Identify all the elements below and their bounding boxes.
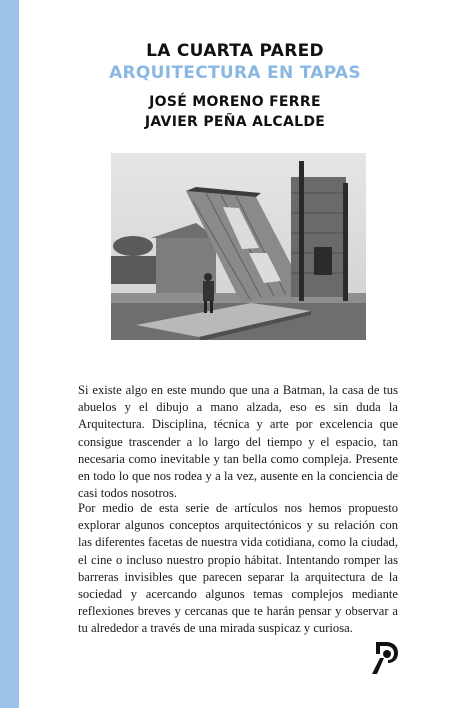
cover-header — [19, 40, 451, 132]
author-2: JAVIER PEÑA ALCALDE — [144, 114, 326, 130]
publisher-logo-icon — [370, 640, 400, 676]
book-title: LA CUARTA PARED — [146, 41, 324, 61]
cover-photo — [111, 153, 366, 340]
author-1: JOSÉ MORENO FERRE — [149, 94, 321, 110]
cover-spine-stripe — [0, 0, 19, 708]
blurb-paragraph-1: Si existe algo en este mundo que una a Batman, la casa de tus abuelos y el dibujo a mano alzada, eso es sin duda la Arquitectura. Disciplina, técnica y arte por excelencia que consigue trascender a lo largo del tiempo y el espacio, tan necesaria como inevitable y tan bella como compleja. Presente en todo lo que nos rodea y a la vez, ausente en la conciencia de casi todos nosotros. — [78, 383, 398, 501]
blurb-paragraph-2: Por medio de esta serie de artículos nos hemos propuesto explorar algunos conceptos arquitectónicos y su relación con las diferentes facetas de nuestra vida cotidiana, como la ciudad, el cine o incluso nuestro propio hábitat. Intentando romper las barreras invisibles que parecen separar la arquitectura de la sociedad y acercando algunos temas complejos mediante reflexiones breves y cercanas que te harán pensar y observar a tu alrededor a través de una mirada suspicaz y curiosa. — [78, 501, 398, 636]
book-subtitle: ARQUITECTURA EN TAPAS — [109, 63, 361, 83]
